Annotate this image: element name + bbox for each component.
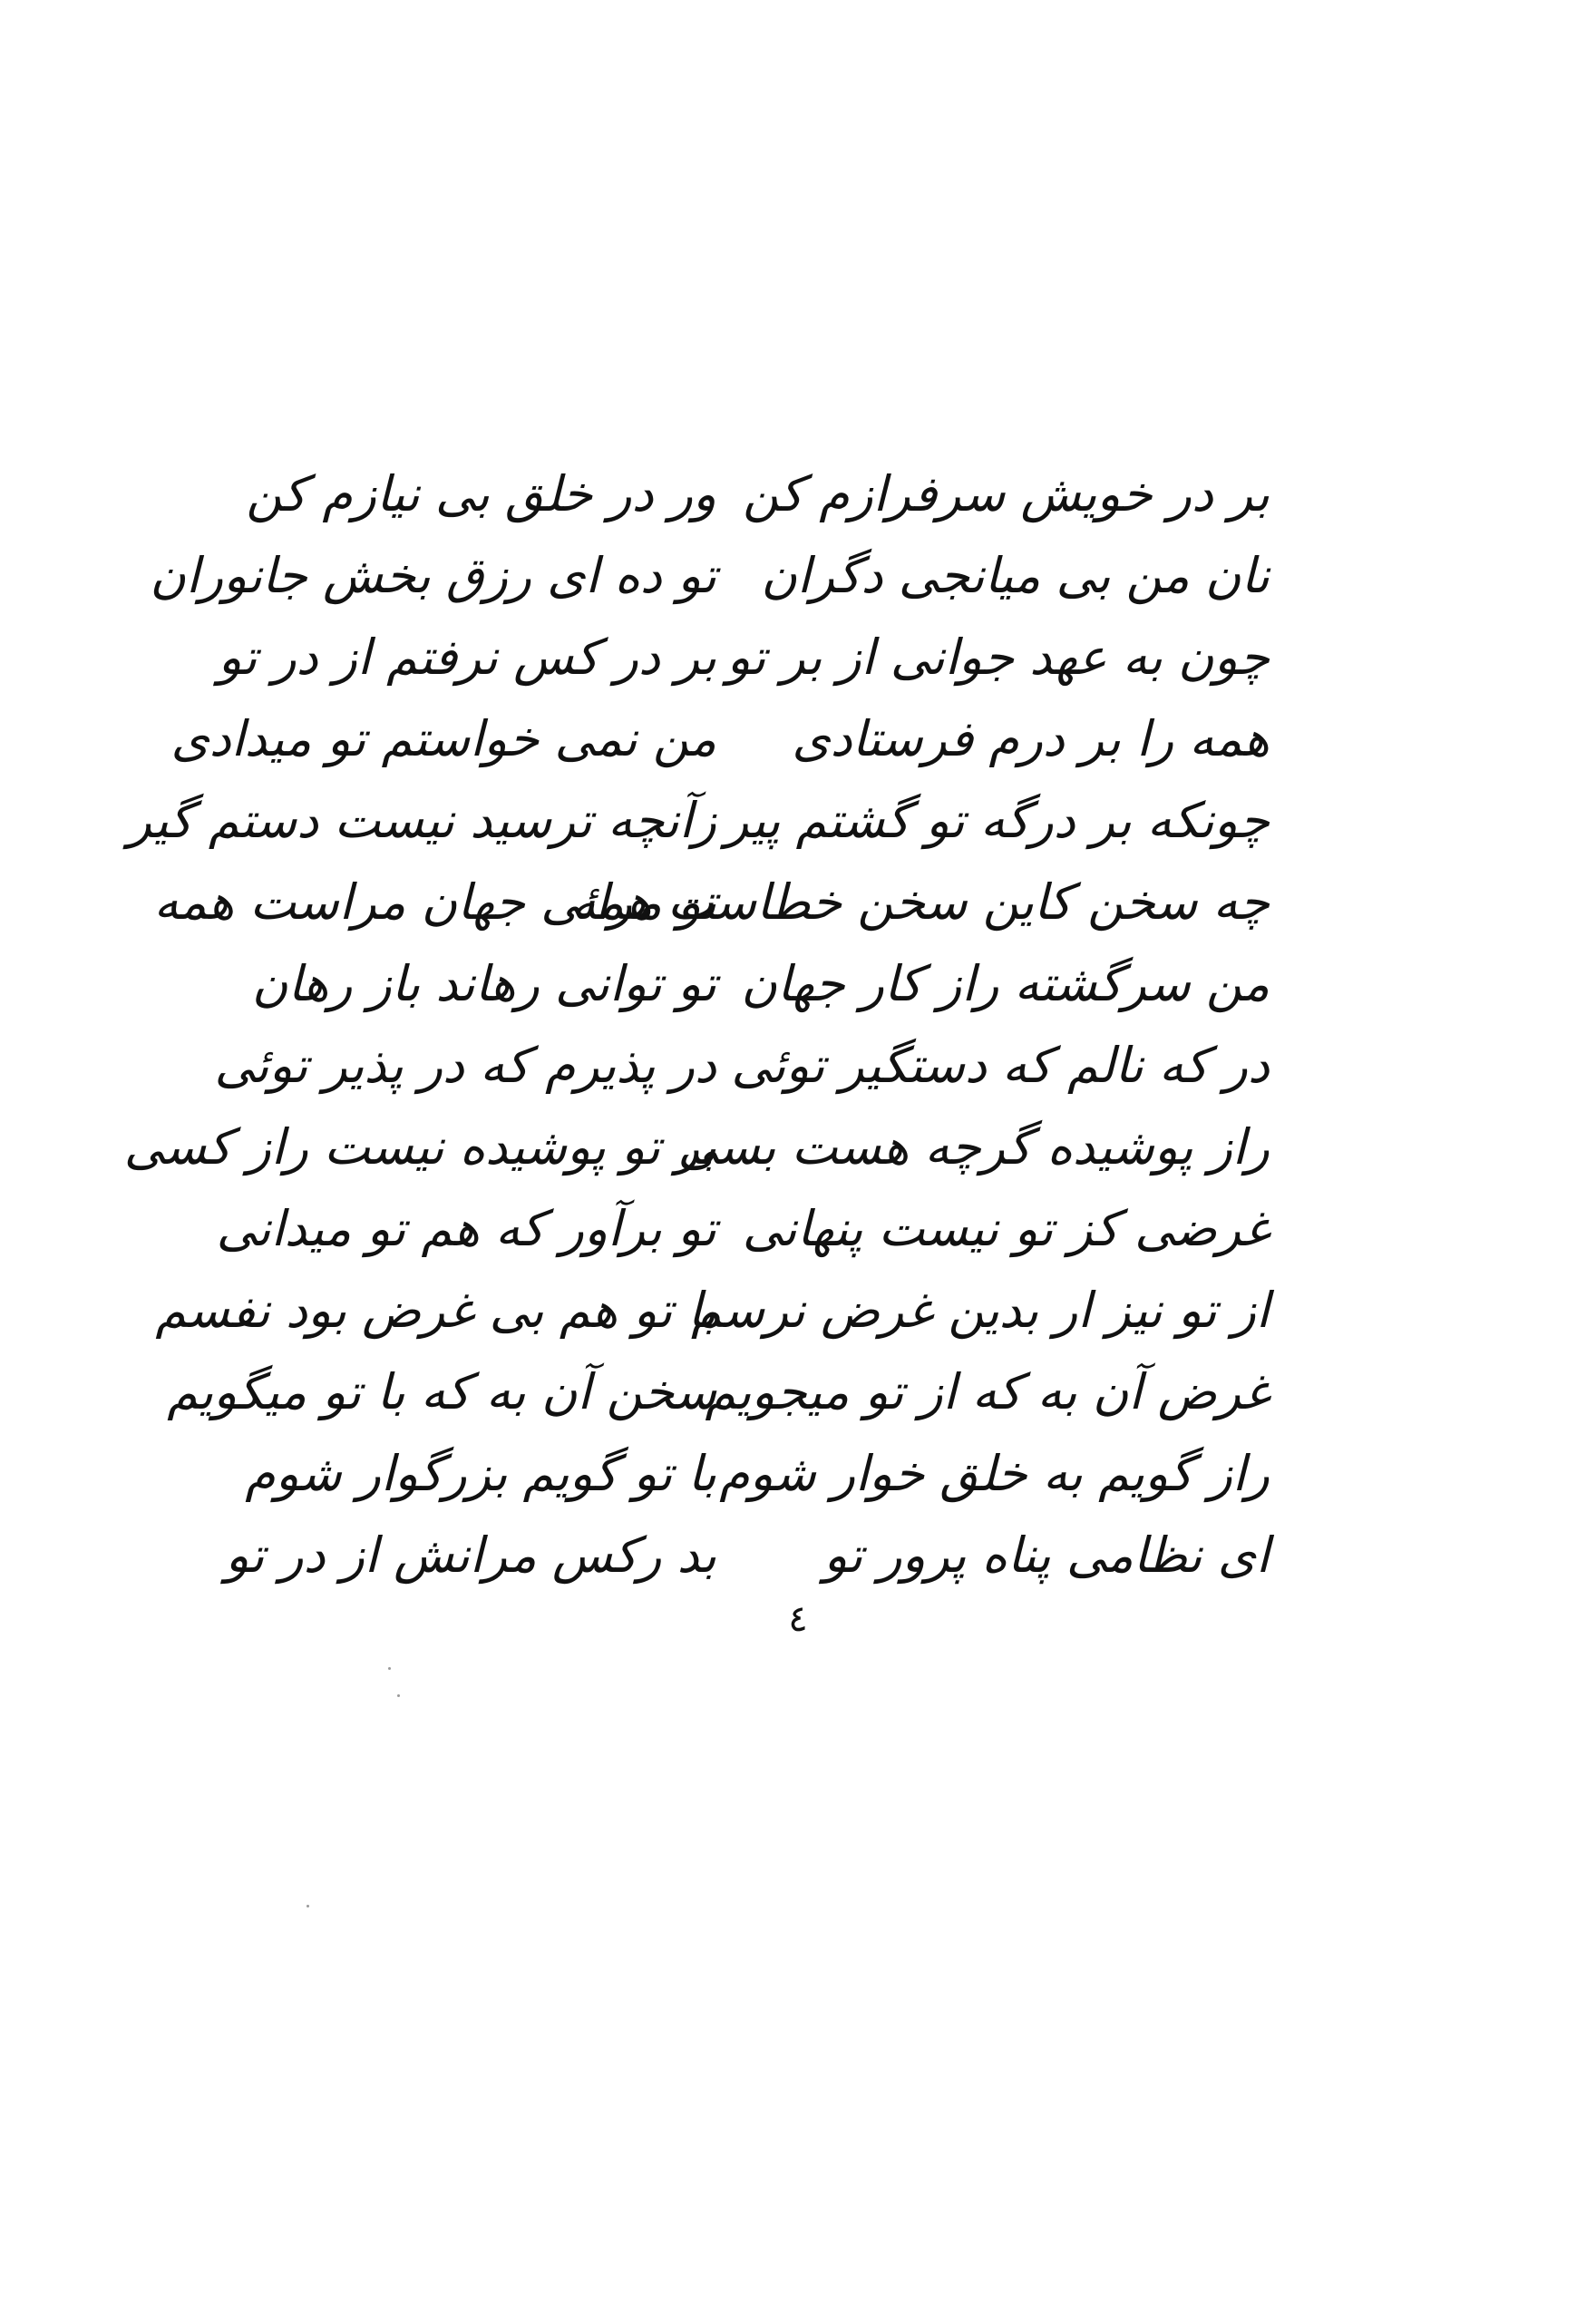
hemistich-right: در که نالم که دستگیر توئی [731, 1037, 1270, 1094]
hemistich-right: همه را بر درم فرستادی [792, 710, 1270, 767]
hemistich-right: ای نظامی پناه پرور تو [823, 1527, 1270, 1584]
hemistich-left: با تو هم بی غرض بود نفسم [155, 1282, 716, 1339]
couplet [153, 862, 1270, 943]
hemistich-right: غرض آن به که از تو میجویم [705, 1363, 1270, 1420]
hemistich-right: غرضی کز تو نیست پنهانی [742, 1200, 1270, 1257]
couplet [225, 1515, 1270, 1596]
ink-speck [307, 1905, 309, 1907]
couplet [170, 698, 1270, 780]
hemistich-left: تو ده ای رزق بخش جانوران [150, 547, 716, 604]
hemistich-right: من سرگشته راز کار جهان [741, 955, 1270, 1012]
hemistich-right: بر در خویش سرفرازم کن [743, 465, 1270, 522]
couplet [216, 1188, 1270, 1270]
couplet [127, 780, 1270, 862]
hemistich-left: بر در کس نرفتم از در تو [218, 629, 716, 686]
couplet [251, 943, 1270, 1025]
hemistich-right: از تو نیز ار بدین غرض نرسم [690, 1282, 1270, 1339]
hemistich-left: بد رکس مرانش از در تو [225, 1527, 716, 1584]
couplet [214, 1025, 1270, 1107]
hemistich-left: تو برآور که هم تو میدانی [216, 1200, 716, 1257]
poem-block [123, 454, 1270, 1596]
hemistich-left: در پذیرم که در پذیر توئی [214, 1037, 716, 1094]
couplet [167, 1351, 1270, 1433]
hemistich-left: با تو گویم بزرگوار شوم [245, 1445, 716, 1502]
hemistich-left: زآنچه ترسید نیست دستم گیر [127, 792, 716, 849]
ink-speck [388, 1667, 391, 1670]
couplet [218, 617, 1270, 698]
couplet [155, 1270, 1270, 1351]
couplet [246, 454, 1270, 535]
hemistich-left: بر تو پوشیده نیست راز کسی [123, 1118, 716, 1176]
hemistich-left: ور در خلق بی نیازم کن [246, 465, 716, 522]
couplet [150, 535, 1270, 617]
ink-speck [397, 1694, 400, 1697]
hemistich-right: چونکه بر درگه تو گشتم پیر [725, 792, 1270, 849]
hemistich-left: من نمی خواستم تو میدادی [170, 710, 716, 767]
couplet [123, 1107, 1270, 1188]
couplet [245, 1433, 1270, 1515]
hemistich-left: سخن آن به که با تو میگویم [167, 1363, 716, 1420]
hemistich-right: راز گویم به خلق خوار شوم [719, 1445, 1270, 1502]
hemistich-right: چه سخن کاین سخن خطاست همه [571, 873, 1270, 931]
page-number: ٤ [788, 1598, 808, 1640]
hemistich-right: چون به عهد جوانی از بر تو [726, 629, 1270, 686]
hemistich-right: نان من بی میانجی دگران [761, 547, 1270, 604]
hemistich-left: تو مرائی جهان مراست همه [153, 873, 716, 931]
hemistich-left: تو توانی رهاند باز رهان [251, 955, 716, 1012]
hemistich-right: راز پوشیده گرچه هست بسی [677, 1118, 1270, 1176]
